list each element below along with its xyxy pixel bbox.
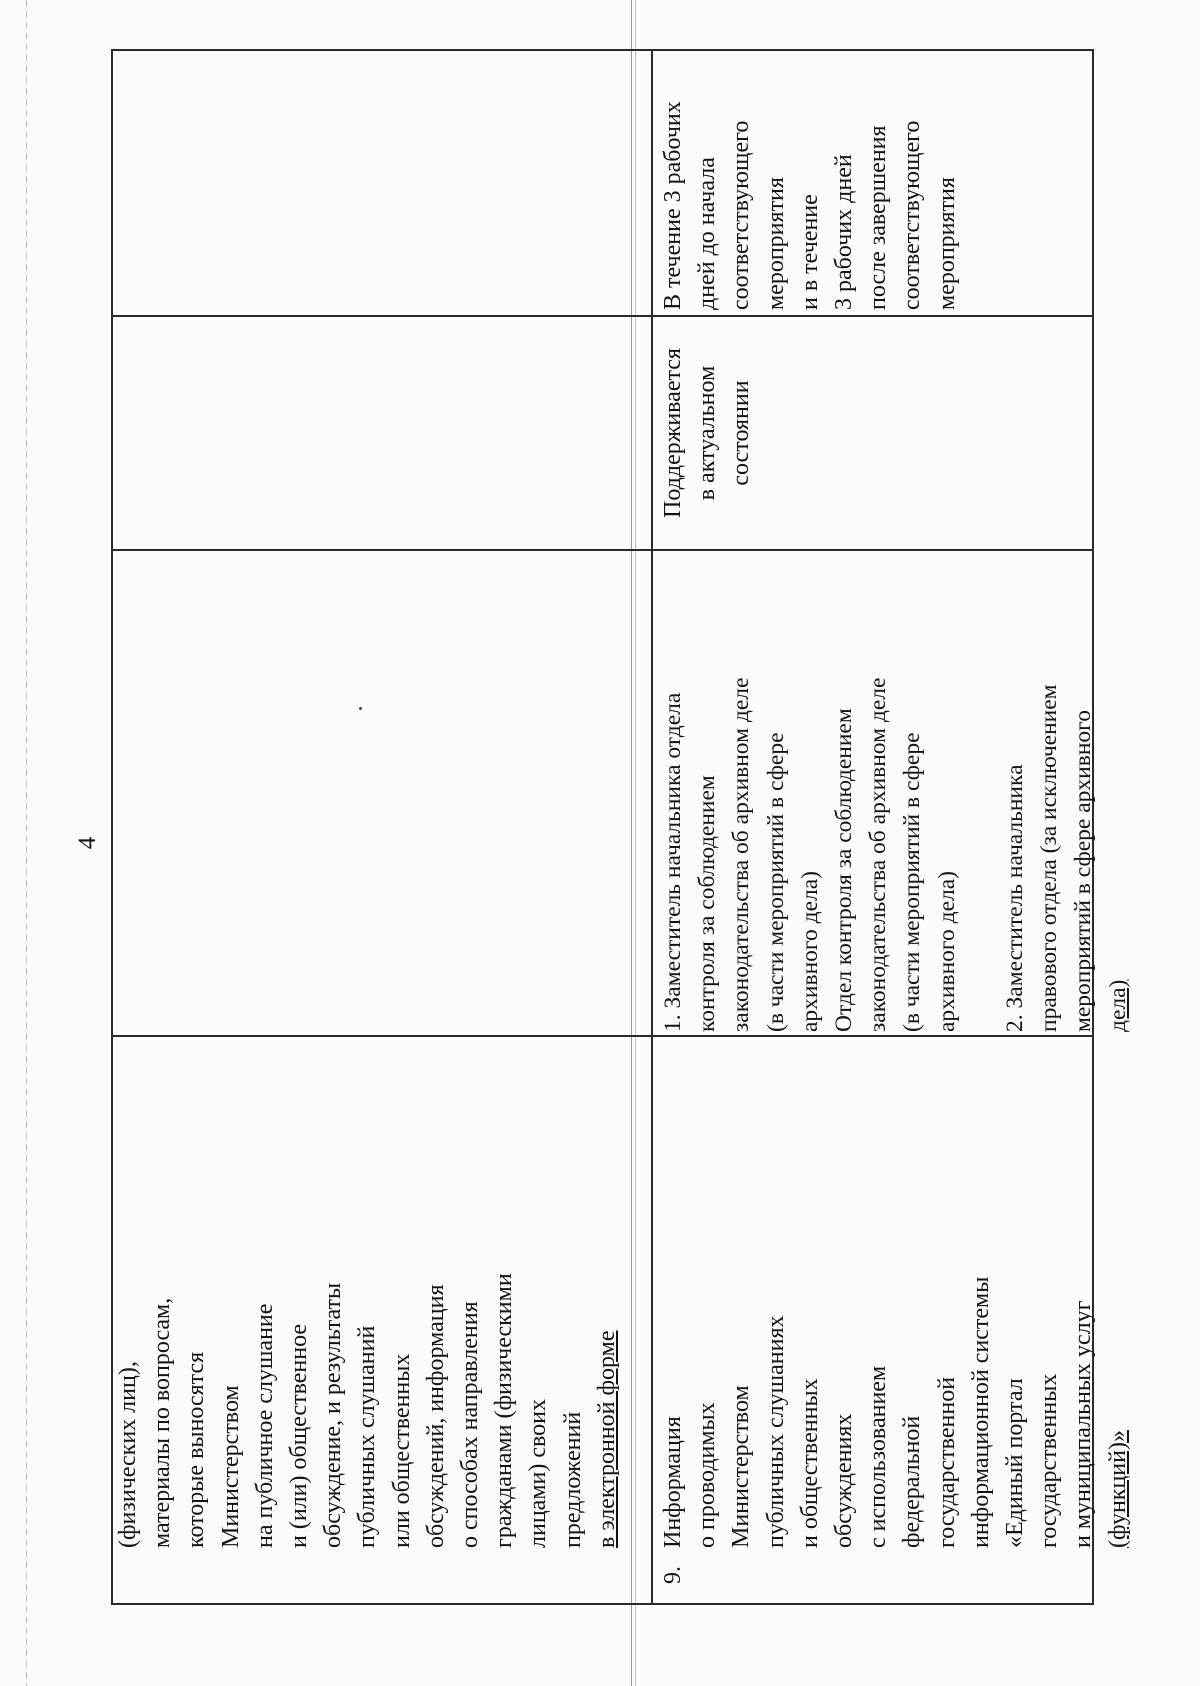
text-line: (физических лиц), (115, 1361, 141, 1548)
text-line: лицами) своих (525, 1398, 552, 1548)
text-line: состоянии (728, 380, 755, 486)
text-line: на публичное слушание (251, 1303, 278, 1548)
text-line: мероприятия (933, 177, 960, 310)
text-line: и (или) общественное (286, 1323, 313, 1548)
corner (651, 1603, 653, 1605)
text-line: и муниципальных услуг (1070, 1300, 1097, 1548)
text-line: мероприятия (762, 177, 789, 310)
text-line: мероприятий в сфере архивного (1070, 710, 1097, 1032)
row-separator (651, 49, 653, 1605)
row-number: 9. (660, 1566, 686, 1584)
blank-line (964, 554, 998, 1032)
text-line: в актуальном (694, 365, 721, 501)
text-line: Отдел контроля за соблюдением (831, 708, 858, 1032)
text-line: Министерством (217, 1385, 244, 1548)
text-line: государственной (933, 1376, 960, 1548)
text-line: информационной системы (967, 1276, 994, 1548)
text-line: 3 рабочих дней (831, 154, 858, 310)
text-line: о способах направления (457, 1301, 484, 1548)
text-line: которые выносятся (183, 1351, 210, 1548)
column-separator (111, 549, 1092, 551)
text-line: «Единый портал (1002, 1378, 1029, 1548)
row-9-responsible-cell (656, 554, 1135, 1032)
text-line: правового отдела (за исключением (1036, 684, 1063, 1032)
text-line: (функций)» (1104, 1430, 1131, 1548)
continued-row-name-cell (111, 1048, 624, 1548)
text-line: после завершения (865, 125, 892, 310)
text-line: соответствующего (728, 120, 755, 310)
table-border-right (111, 49, 1092, 51)
text-line: дела) (1104, 979, 1131, 1032)
text-line: гражданами (физическими (491, 1273, 518, 1548)
text-line: публичных слушаний (354, 1325, 381, 1548)
text-line: архивного дела) (796, 871, 823, 1032)
text-line: публичных слушаниях (762, 1315, 789, 1548)
text-line: законодательства об архивном деле (865, 677, 892, 1032)
text-line: о проводимых (694, 1402, 721, 1548)
text-line: в электронной форме (593, 1330, 620, 1548)
text-line: 1. Заместитель начальника отдела (660, 692, 686, 1032)
text-line: и общественных (796, 1378, 823, 1548)
text-line: (в части мероприятий в сфере (899, 732, 926, 1032)
column-separator (111, 1035, 1092, 1037)
text-line: федеральной (899, 1415, 926, 1548)
table-border-left (111, 1603, 1092, 1605)
row-9-deadline-cell (656, 54, 964, 310)
text-line: Информация (660, 1416, 686, 1548)
text-line: Поддерживается (660, 348, 686, 518)
text-line: дней до начала (694, 157, 721, 310)
text-line: материалы по вопросам, (149, 1297, 176, 1548)
text-line: обсуждение, и результаты (320, 1282, 347, 1548)
text-line: Министерством (728, 1385, 755, 1548)
text-line: (в части мероприятий в сфере (762, 732, 789, 1032)
text-line: предложений (559, 1411, 586, 1548)
page-number: 4 (74, 836, 101, 850)
text-line: или общественных (388, 1353, 415, 1548)
column-separator (111, 315, 1092, 317)
text-line: архивного дела) (933, 871, 960, 1032)
text-line: В течение 3 рабочих (660, 101, 686, 310)
row-9-periodicity-cell (656, 320, 759, 546)
text-line: контроля за соблюдением (694, 775, 721, 1032)
text-line: с использованием (865, 1365, 892, 1548)
text-line: 2. Заместитель начальника (1002, 764, 1029, 1032)
text-line: и в течение (796, 194, 823, 310)
text-line: соответствующего (899, 120, 926, 310)
text-line: законодательства об архивном деле (728, 677, 755, 1032)
text-line: государственных (1036, 1373, 1063, 1548)
text-line: обсуждений, информация (422, 1284, 449, 1548)
text-line: обсуждениях (831, 1413, 858, 1548)
row-9-name-cell (656, 1048, 1135, 1548)
